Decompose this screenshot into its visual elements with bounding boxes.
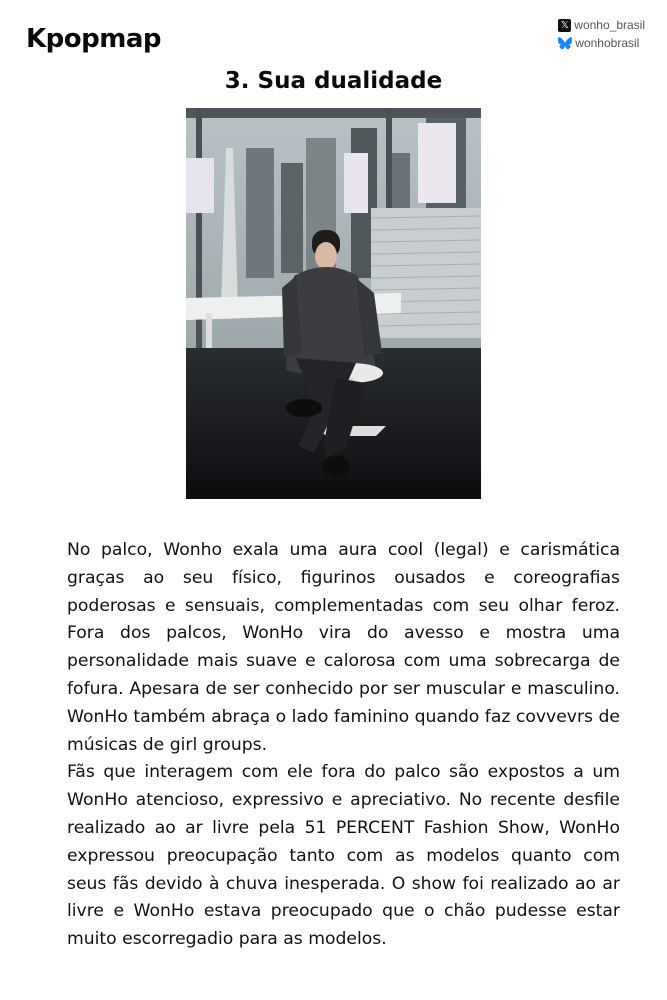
kpopmap-logo: Kpopmap [26,24,161,54]
article-body [67,537,620,954]
paragraph-2: Fãs que interagem com ele fora do palco são expostos a um WonHo atencioso, expressivo e apreciativo. No recente desfile realizado ao ar livre pela 51 PERCENT Fashion Show, WonHo expressou preocupação tanto com as modelos quanto com seus fãs devido à chuva inesperada. O show foi realizado ao ar livre e WonHo estava preocupado que o chão pudesse estar muito escorregadio para as modelos. [67,762,620,950]
photo-wonho-seated-stage [186,108,481,499]
social-x[interactable] [558,16,645,34]
bluesky-butterfly-icon [558,37,572,50]
social-bluesky[interactable] [558,34,645,52]
social-handles [558,16,645,52]
section-title: 3. Sua dualidade [224,68,443,94]
photo-illustration [186,108,481,499]
x-icon: 𝕏 [558,19,571,32]
x-handle: wonho_brasil [574,18,645,32]
paragraph-1: No palco, Wonho exala uma aura cool (legal) e carismática graças ao seu físico, figurinos ousados e coreografias poderosas e sensuais, complementadas com seu olhar feroz. Fora dos palcos, WonHo vira do avesso e mostra uma personalidade mais suave e calorosa com uma sobrecarga de fofura. Apesara de ser conhecido por ser muscular e masculino. WonHo também abraça o lado faminino quando faz covvevrs de músicas de girl groups. [67,540,620,755]
bluesky-handle: wonhobrasil [575,36,640,50]
